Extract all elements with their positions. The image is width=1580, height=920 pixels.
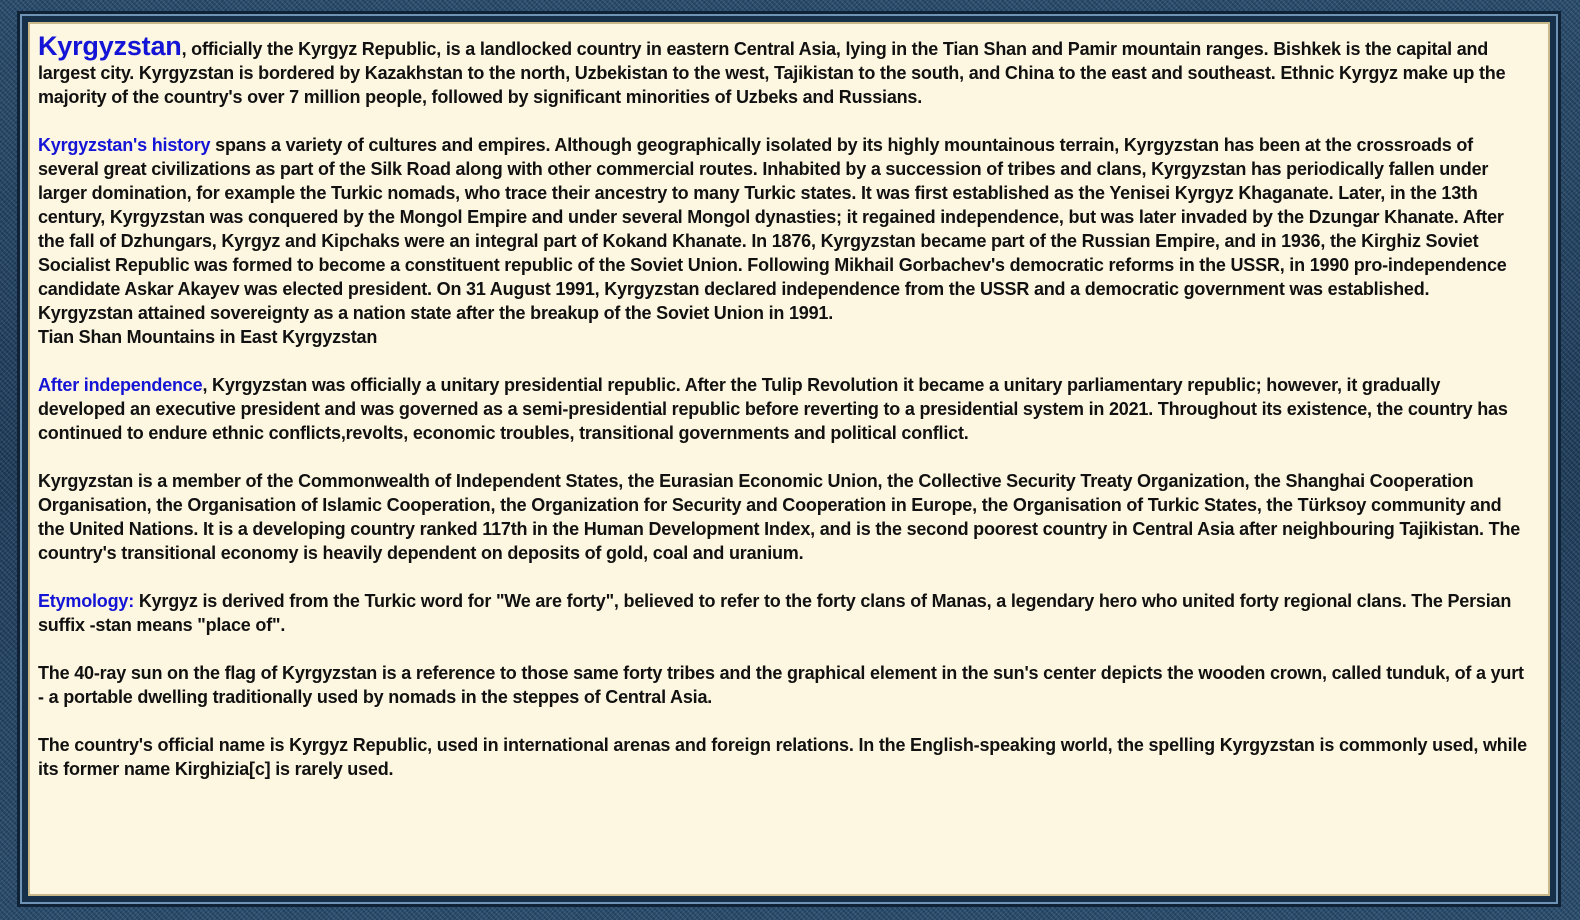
independence-text: , Kyrgyzstan was officially a unitary presidential republic. After the Tulip Revolution it became a unitary parliamentary republic; however, it gradually developed an executive president and was governed as a semi-presidential republic before reverting to a presidential system in 2021. Throughout its existence, the country has continued to endure ethnic conflicts,revolts, economic troubles, transitional governments and political conflict. bbox=[38, 375, 1508, 443]
independence-heading: After independence bbox=[38, 375, 203, 395]
membership-paragraph bbox=[38, 469, 1528, 565]
history-paragraph bbox=[38, 133, 1528, 349]
etymology-paragraph bbox=[38, 589, 1528, 637]
independence-paragraph bbox=[38, 373, 1528, 445]
image-caption: Tian Shan Mountains in East Kyrgyzstan bbox=[38, 327, 378, 347]
etymology-text: Kyrgyz is derived from the Turkic word for "We are forty", believed to refer to the forty clans of Manas, a legendary hero who united forty regional clans. The Persian suffix -stan means "place of". bbox=[38, 591, 1512, 635]
name-paragraph bbox=[38, 733, 1528, 781]
etymology-heading: Etymology: bbox=[38, 591, 135, 611]
membership-text: Kyrgyzstan is a member of the Commonwealth of Independent States, the Eurasian Economic Union, the Collective Security Treaty Organization, the Shanghai Cooperation Organisation, the Organisation of Islamic Cooperation, the Organization for Security and Cooperation in Europe, the Organisation of Turkic States, the Türksoy community and the United Nations. It is a developing country ranked 117th in the Human Development Index, and is the second poorest country in Central Asia after neighbouring Tajikistan. The country's transitional economy is heavily dependent on deposits of gold, coal and uranium. bbox=[38, 471, 1521, 563]
name-text: The country's official name is Kyrgyz Republic, used in international arenas and foreign relations. In the English-speaking world, the spelling Kyrgyzstan is commonly used, while its former name Kirghizia[c] is rarely used. bbox=[38, 735, 1527, 779]
article-content bbox=[38, 34, 1528, 884]
flag-paragraph bbox=[38, 661, 1528, 709]
article-title: Kyrgyzstan bbox=[38, 34, 182, 61]
intro-text: , officially the Kyrgyz Republic, is a landlocked country in eastern Central Asia, lying in the Tian Shan and Pamir mountain ranges. Bishkek is the capital and largest city. Kyrgyzstan is bordered by Kazakhstan to the north, Uzbekistan to the west, Tajikistan to the south, and China to the east and southeast. Ethnic Kyrgyz make up the majority of the country's over 7 million people, followed by significant minorities of Uzbeks and Russians. bbox=[38, 39, 1506, 107]
history-text: spans a variety of cultures and empires. Although geographically isolated by its highly mountainous terrain, Kyrgyzstan has been at the crossroads of several great civilizations as part of the Silk Road along with other commercial routes. Inhabited by a succession of tribes and clans, Kyrgyzstan has periodically fallen under larger domination, for example the Turkic nomads, who trace their ancestry to many Turkic states. It was first established as the Yenisei Kyrgyz Khaganate. Later, in the 13th century, Kyrgyzstan was conquered by the Mongol Empire and under several Mongol dynasties; it regained independence, but was later invaded by the Dzungar Khanate. After the fall of Dzhungars, Kyrgyz and Kipchaks were an integral part of Kokand Khanate. In 1876, Kyrgyzstan became part of the Russian Empire, and in 1936, the Kirghiz Soviet Socialist Republic was formed to become a constituent republic of the Soviet Union. Following Mikhail Gorbachev's democratic reforms in the USSR, in 1990 pro-independence candidate Askar Akayev was elected president. On 31 August 1991, Kyrgyzstan declared independence from the USSR and a democratic government was established. Kyrgyzstan attained sovereignty as a nation state after the breakup of the Soviet Union in 1991. bbox=[38, 135, 1507, 323]
flag-text: The 40-ray sun on the flag of Kyrgyzstan is a reference to those same forty tribes and the graphical element in the sun's center depicts the wooden crown, called tunduk, of a yurt - a portable dwelling traditionally used by nomads in the steppes of Central Asia. bbox=[38, 663, 1524, 707]
intro-paragraph bbox=[38, 34, 1528, 109]
history-heading: Kyrgyzstan's history bbox=[38, 135, 211, 155]
